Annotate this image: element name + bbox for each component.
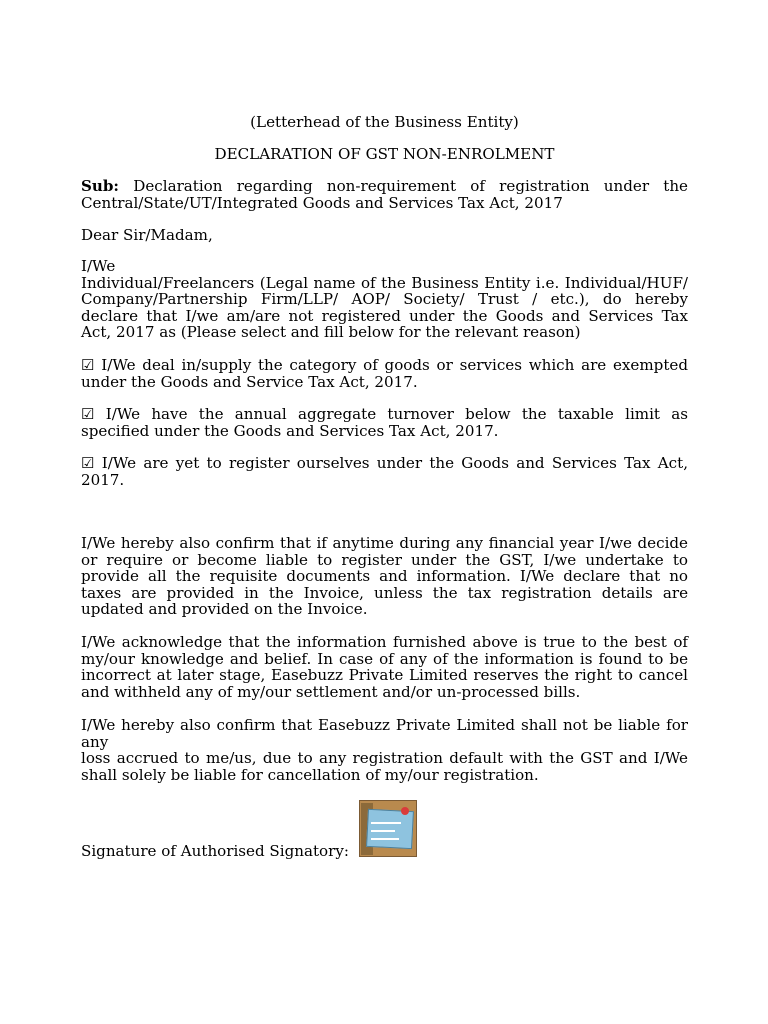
declaration-line: I/We	[81, 257, 116, 275]
liability-paragraph	[81, 717, 688, 783]
signature-image-detail	[371, 830, 395, 832]
option-line: specified under the Goods and Services Tax Act, 2017.	[81, 421, 499, 440]
confirmation-line: or require or become liable to register under the GST, I/we undertake to	[81, 550, 688, 569]
declaration-block	[81, 258, 688, 341]
acknowledgement-line: I/We acknowledge that the information furnished above is true to the best of	[81, 633, 688, 651]
confirmation-line: updated and provided on the Invoice.	[81, 600, 368, 619]
declaration-line: Individual/Freelancers (Legal name of the Business Entity i.e. Individual/HUF/	[81, 273, 688, 292]
signature-label: Signature of Authorised Signatory:	[81, 842, 349, 860]
signature-image-detail	[371, 822, 401, 824]
option-yet-to-register	[81, 455, 688, 488]
confirmation-paragraph	[81, 535, 688, 618]
signature-image-detail	[371, 838, 399, 840]
option-line: 2017.	[81, 470, 125, 489]
option-line: ☑ I/We are yet to register ourselves under the Goods and Services Tax Act,	[81, 454, 688, 472]
liability-line: loss accrued to me/us, due to any registration default with the GST and I/We	[81, 749, 688, 768]
acknowledgement-line: my/our knowledge and belief. In case of any of the information is found to be	[81, 649, 688, 668]
liability-line: I/We hereby also confirm that Easebuzz Private Limited shall not be liable for	[81, 716, 688, 734]
confirmation-line: I/We hereby also confirm that if anytime during any financial year I/we decide	[81, 534, 688, 552]
confirmation-line: taxes are provided in the Invoice, unless the tax registration details are	[81, 583, 688, 602]
option-turnover	[81, 406, 688, 439]
letterhead-note: (Letterhead of the Business Entity)	[250, 113, 519, 131]
signature-image-seal	[401, 807, 409, 815]
document-title: DECLARATION OF GST NON-ENROLMENT	[214, 145, 555, 163]
declaration-line: Company/Partnership Firm/LLP/ AOP/ Society/ Trust / etc.), do hereby	[81, 290, 688, 309]
liability-line: any	[81, 732, 109, 751]
liability-line: shall solely be liable for cancellation of my/our registration.	[81, 765, 539, 784]
declaration-line: Act, 2017 as (Please select and fill below for the relevant reason)	[81, 323, 581, 342]
option-line: under the Goods and Service Tax Act, 2017.	[81, 372, 418, 391]
signature-image-card	[366, 809, 414, 849]
signature-image	[359, 800, 417, 857]
option-line: ☑ I/We have the annual aggregate turnover below the taxable limit as	[81, 405, 688, 423]
declaration-line: declare that I/we am/are not registered under the Goods and Services Tax	[81, 306, 688, 325]
acknowledgement-line: and withheld any of my/our settlement and/or un-processed bills.	[81, 682, 581, 701]
subject-block	[81, 178, 688, 211]
option-line: ☑ I/We deal in/supply the category of goods or services which are exempted	[81, 356, 688, 374]
salutation: Dear Sir/Madam,	[81, 226, 213, 244]
acknowledgement-paragraph	[81, 634, 688, 700]
subject-label: Sub:	[81, 177, 119, 195]
subject-text-line1: Declaration regarding non-requirement of registration under the	[133, 177, 688, 195]
confirmation-line: provide all the requisite documents and information. I/We declare that no	[81, 567, 688, 586]
subject-text-line2: Central/State/UT/Integrated Goods and Services Tax Act, 2017	[81, 193, 563, 212]
acknowledgement-line: incorrect at later stage, Easebuzz Private Limited reserves the right to cancel	[81, 666, 688, 685]
option-exempted	[81, 357, 688, 390]
